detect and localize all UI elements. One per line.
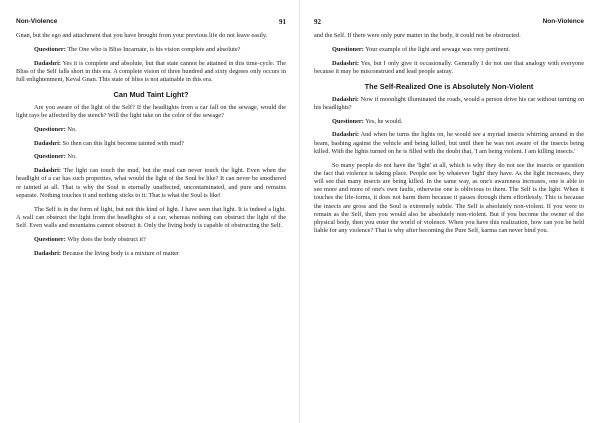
- speaker-label: Questioner:: [332, 45, 364, 53]
- paragraph-text: Yes it is complete and absolute, but that state cannot be attained in this time-cycle. The Bliss of the Self falls short in this era. A complete vision of three hundred and sixty degrees only occurs in full enlightenment, Keval Gnan. This state of bliss is not attainable in this era.: [16, 59, 286, 83]
- page-number: 91: [279, 18, 286, 26]
- paragraph-text: Yes, but I only give it occasionally. Generally I do not use that analogy with everyone because it may be misconstrued and lead people astray.: [314, 59, 584, 75]
- paragraph-text: Yes, he would.: [365, 117, 403, 125]
- body-paragraph: [16, 32, 286, 40]
- page-number: 92: [314, 18, 321, 26]
- right-body-1: [314, 32, 584, 76]
- speaker-label: Dadashri:: [332, 95, 359, 103]
- left-body-1: [16, 32, 286, 84]
- speaker-label: Dadashri:: [34, 167, 61, 175]
- running-head-title: Non-Violence: [542, 18, 584, 25]
- dialogue-paragraph: [314, 60, 584, 76]
- dialogue-paragraph: [314, 96, 584, 112]
- speaker-label: Dadashri:: [34, 139, 61, 147]
- paragraph-text: Because the living body is a mixture of matter: [62, 249, 179, 257]
- paragraph-text: So many people do not have the 'light' at all, which is why they do not see the insects or question the fact that violence is taking place. People see by whatever 'light' they have. As the light increases, they will see that many insects are being killed. In the same way, as one's awareness increases, one is able to see more and more of one's own faults, otherwise one is oblivious to them. The Self is the light. When it touches the life-forms, it does not harm them because it passes through them effortlessly. This is because the insects are gross and the Soul is extremely subtle. The Self is absolutely non-violent. If you were to remain as the Self, then you would also be absolutely non-violent. But if you become the owner of the physical body, then you enter the world of violence. When you have this realization, how can you be held liable for any violence? That is why after becoming the Pure Self, karma can never bind you.: [314, 161, 584, 235]
- paragraph-text: No.: [67, 153, 77, 161]
- paragraph-text: No.: [67, 125, 77, 133]
- dialogue-paragraph: [16, 167, 286, 200]
- paragraph-text: and the Self. If there were only pure matter in the body, it could not be obstructed.: [314, 32, 521, 39]
- dialogue-paragraph: [314, 46, 584, 54]
- speaker-label: Questioner:: [34, 235, 66, 243]
- right-page: [300, 0, 600, 423]
- section-heading: Can Mud Taint Light?: [113, 89, 189, 99]
- right-body-2: [314, 96, 584, 236]
- body-paragraph: [16, 206, 286, 231]
- dialogue-paragraph: [314, 131, 584, 156]
- running-header: [314, 18, 584, 32]
- speaker-label: Dadashri:: [332, 59, 359, 67]
- dialogue-paragraph: [16, 60, 286, 85]
- paragraph-text: Your example of the light and sewage was very pertinent.: [365, 45, 511, 53]
- speaker-label: Questioner:: [34, 125, 66, 133]
- dialogue-paragraph: [16, 46, 286, 54]
- section-heading: The Self-Realized One is Absolutely Non-Violent: [364, 81, 534, 91]
- speaker-label: Questioner:: [332, 117, 364, 125]
- paragraph-text: The light can touch the mud, but the mud can never touch the light. Even when the headlight of a car has such properties, what would the light of the Soul be like? It can never be smothered or tainted at all. That is why the Soul is eternally unaffected, uncontaminated, and pure and remains separate. Nothing touches it and nothing sticks to it: That is what the Soul is like!: [16, 167, 286, 199]
- paragraph-text: Why does the body obstruct it?: [67, 235, 146, 243]
- running-head-title: Non-Violence: [16, 18, 58, 25]
- paragraph-text: And when he turns the lights on, he would see a myriad insects whirring around in the beam, bashing against the vehicle and being killed, but until then he was not aware of the insects being killed. With the lights turned on he is filled with the doubt that, 'I am being violent. I am killing insects.': [314, 131, 585, 155]
- left-body-2: [16, 104, 286, 258]
- dialogue-paragraph: [16, 140, 286, 148]
- speaker-label: Questioner:: [34, 45, 66, 53]
- dialogue-paragraph: [314, 118, 584, 126]
- speaker-label: Dadashri:: [34, 59, 61, 67]
- paragraph-text: Are you aware of the light of the Self? If the headlights from a car fall on the sewage, would the light rays be affected by the stench? Will the light take on the color of the sewage?: [16, 103, 286, 119]
- speaker-label: Dadashri:: [34, 249, 61, 257]
- dialogue-paragraph: [16, 126, 286, 134]
- paragraph-text: The Self is in the form of light, but not this kind of light. I have seen that light. It is indeed a light. A wall can obstruct the light from the headlights of a car, whereas nothing can obstruct the light of the Self. Even walls and mountains cannot obstruct it. Only the living body is capable of obstructing the Self.: [16, 205, 286, 229]
- paragraph-text: Now if moonlight illuminated the roads, would a person drive his car without turning on his headlights?: [314, 95, 584, 111]
- body-paragraph: [314, 32, 584, 40]
- speaker-label: Questioner:: [34, 153, 66, 161]
- body-paragraph: [16, 104, 286, 120]
- paragraph-text: The One who is Bliss Incarnate, is his vision complete and absolute?: [67, 45, 241, 53]
- body-paragraph: [314, 162, 584, 236]
- dialogue-paragraph: [16, 250, 286, 258]
- speaker-label: Dadashri:: [332, 131, 359, 139]
- paragraph-text: So then can this light become tainted with mud?: [62, 139, 184, 147]
- running-header: [16, 18, 286, 32]
- paragraph-text: Gnan, but the ego and attachment that you have brought from your previous life do not leave easily.: [16, 32, 268, 39]
- dialogue-paragraph: [16, 153, 286, 161]
- dialogue-paragraph: [16, 236, 286, 244]
